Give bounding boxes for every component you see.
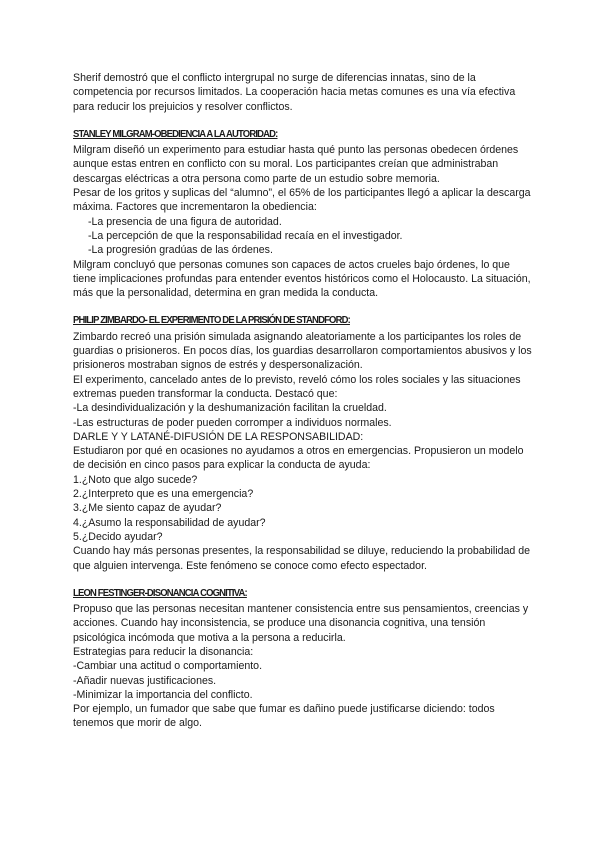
list-item: 5.¿Decido ayudar? — [73, 530, 163, 543]
darley-heading: DARLE Y Y LATANÉ-DIFUSIÓN DE LA RESPONSABILIDAD: — [73, 430, 364, 443]
milgram-heading: STANLEY MILGRAM-OBEDIENCIA A LA AUTORIDAD: — [73, 128, 278, 140]
darley-paragraph-1: Estudiaron por qué en ocasiones no ayudamos a otros en emergencias. Propusieron un modelo de decisión en cinco pasos para explicar la conducta de ayuda: — [73, 445, 524, 472]
document-body — [73, 71, 533, 731]
list-item: 2.¿Interpreto que es una emergencia? — [73, 488, 254, 501]
festinger-paragraph-2: Por ejemplo, un fumador que sabe que fumar es dañino puede justificarse diciendo: todos tenemos que morir de algo. — [73, 703, 495, 730]
list-item: -La percepción de que la responsabilidad recaía en el investigador. — [88, 229, 403, 242]
list-item: -Añadir nuevas justificaciones. — [73, 674, 217, 687]
festinger-heading: LEON FESTINGER-DISONANCIA COGNITIVA: — [73, 587, 247, 599]
list-item: -Minimizar la importancia del conflicto. — [73, 688, 253, 701]
list-item: 3.¿Me siento capaz de ayudar? — [73, 502, 222, 515]
strategies-label: Estrategias para reducir la disonancia: — [73, 645, 254, 658]
list-item: -Cambiar una actitud o comportamiento. — [73, 660, 263, 673]
darley-paragraph-2: Cuando hay más personas presentes, la responsabilidad se diluye, reduciendo la probabilidad de que alguien intervenga. Este fenómeno se conoce como efecto espectador. — [73, 545, 531, 572]
list-item: -Las estructuras de poder pueden corromper a individuos normales. — [73, 416, 392, 429]
list-item: 1.¿Noto que algo sucede? — [73, 473, 198, 486]
zimbardo-paragraph-2: El experimento, cancelado antes de lo previsto, reveló cómo los roles sociales y las situaciones extremas pueden transformar la conducta. Destacó que: — [73, 373, 521, 400]
list-item: 4.¿Asumo la responsabilidad de ayudar? — [73, 516, 266, 529]
zimbardo-heading: PHILIP ZIMBARDO- EL EXPERIMENTO DE LA PRISIÓN DE STANDFORD: — [73, 315, 350, 327]
milgram-paragraph-3: Milgram concluyó que personas comunes son capaces de actos crueles bajo órdenes, lo que tiene implicaciones profundas para entender eventos históricos como el Holocausto. La situación, más que la personalidad, determina en gran medida la conducta. — [73, 258, 531, 300]
zimbardo-paragraph-1: Zimbardo recreó una prisión simulada asignando aleatoriamente a los participantes los roles de guardias o prisioneros. En pocos días, los guardias desarrollaron comportamientos abusivos y los prisioneros mostraban signos de estrés y despersonalización. — [73, 330, 532, 372]
milgram-paragraph-1: Milgram diseñó un experimento para estudiar hasta qué punto las personas obedecen órdenes aunque estas entren en conflicto con su moral. Los participantes creían que administraban descargas eléctricas a otra persona como parte de un estudio sobre memoria. — [73, 144, 519, 185]
list-item: -La desindividualización y la deshumanización facilitan la crueldad. — [73, 402, 387, 415]
list-item: -La progresión gradúas de las órdenes. — [88, 244, 273, 257]
festinger-paragraph-1: Propuso que las personas necesitan mantener consistencia entre sus pensamientos, creencias y acciones. Cuando hay inconsistencia, se produce una disonancia cognitiva, una tensión psicológica incómoda que motiva a la persona a reducirla. — [73, 603, 529, 644]
milgram-paragraph-2: Pesar de los gritos y suplicas del “alumno”, el 65% de los participantes llegó a aplicar la descarga máxima. Factores que incrementaron la obediencia: — [73, 187, 531, 214]
list-item: -La presencia de una figura de autoridad. — [88, 215, 282, 228]
intro-paragraph: Sherif demostró que el conflicto intergrupal no surge de diferencias innatas, sino de la competencia por recursos limitados. La cooperación hacia metas comunes es una vía efectiva para reducir los prejuicios y resolver conflictos. — [73, 72, 516, 113]
